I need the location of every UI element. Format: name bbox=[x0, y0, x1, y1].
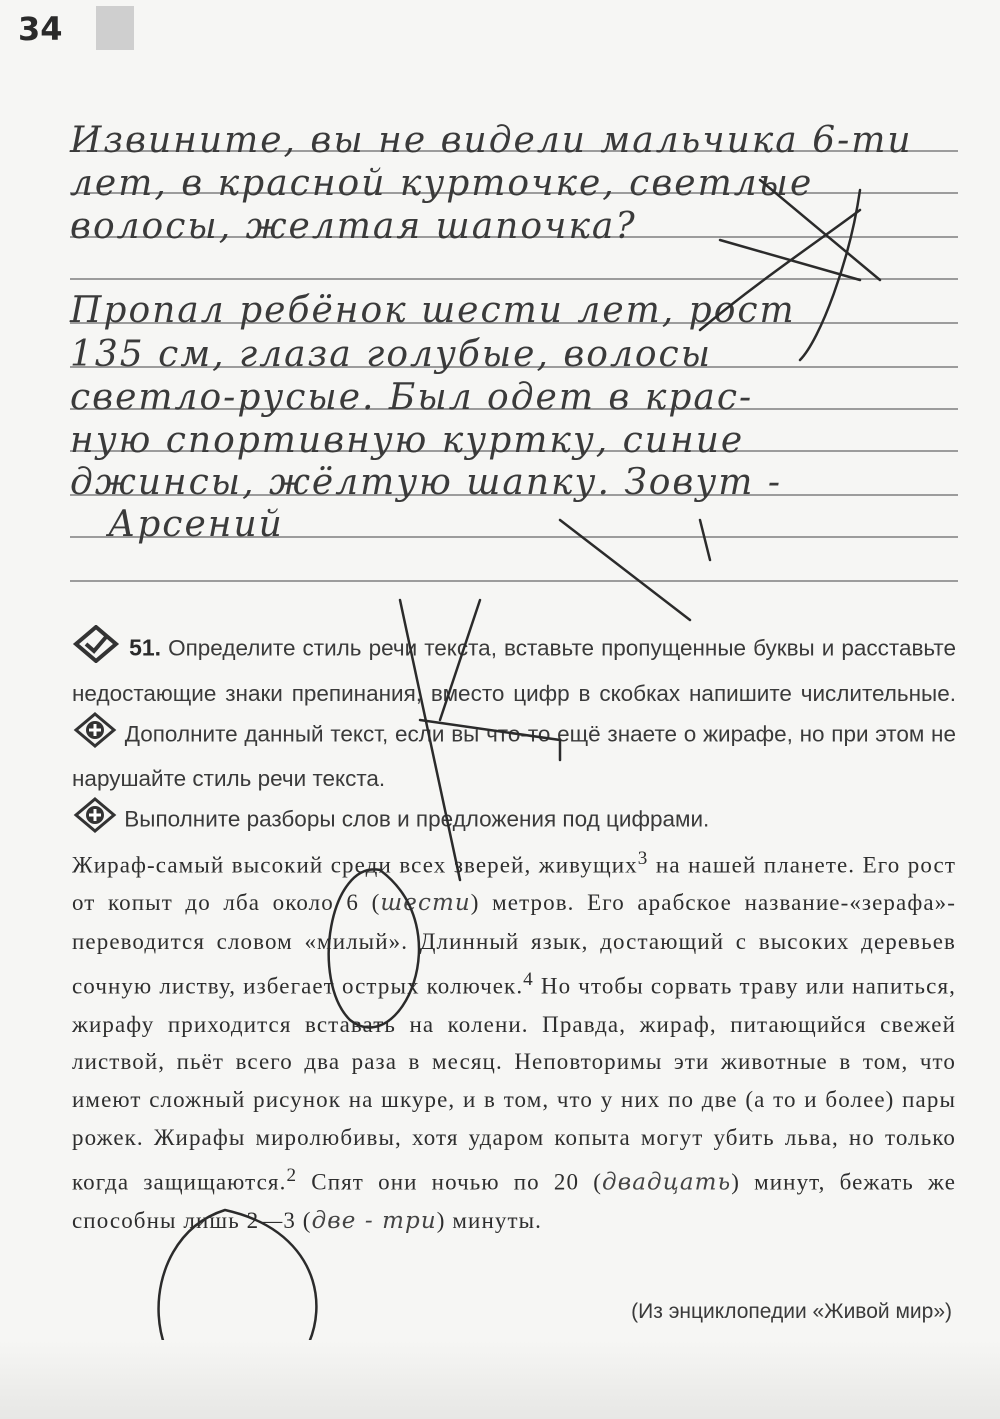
text-part: ) метров. Его арабское название-«зерафа»-переводится словом «милый». Длинный язык, достающий с высоких деревьев сочную листву, избегает острых колючек. bbox=[72, 890, 956, 999]
task-instruction-3: Выполните разборы слов и предложения под цифрами. bbox=[124, 806, 710, 832]
plus-diamond-icon bbox=[72, 712, 118, 760]
text-part: Но чтобы сорвать траву или напиться, жирафу приходится вставать на колени. Правда, жираф, питающийся свежей листвой, пьёт всего два раза в месяц. Неповторимы эти животные в том, что имеют сложный рисунок на шкуре, и в том, что у них по две (а то и более) пары рожек. Жирафы миролюбивы, хотя ударом копыта могут убить льва, но только когда защищаются. bbox=[72, 973, 956, 1195]
task-instruction-2: Дополните данный текст, если вы что-то ещё знаете о жирафе, но при этом не нарушайте стиль речи текста. bbox=[72, 721, 956, 791]
handwriting-line: волосы, желтая шапочка? bbox=[70, 206, 637, 247]
task-number: 51. bbox=[129, 634, 162, 661]
text-part: ) минут, бежать же способны лишь 2—3 ( bbox=[72, 1169, 956, 1234]
handwriting-line: джинсы, жёлтую шапку. Зовут - bbox=[70, 462, 783, 503]
parse-mark: 2 bbox=[286, 1164, 298, 1186]
handwritten-numeral: двадцать bbox=[602, 1169, 732, 1196]
text-part: на нашей планете. Его рост от копыт до лба около 6 ( bbox=[72, 852, 956, 916]
handwriting-line: Извините, вы не видели мальчика 6-ти bbox=[70, 120, 913, 161]
handwriting-line: Пропал ребёнок шести лет, рост bbox=[70, 290, 796, 331]
text-part: Спят они ночью по 20 ( bbox=[297, 1169, 603, 1195]
handwriting-line: лет, в красной курточке, светлые bbox=[70, 163, 814, 204]
handwriting-line: светло-русые. Был одет в крас- bbox=[70, 377, 754, 418]
check-diamond-icon bbox=[72, 625, 122, 675]
task-instructions bbox=[72, 625, 956, 845]
text-part: ) минуты. bbox=[436, 1208, 543, 1234]
page-number: 34 bbox=[18, 10, 63, 48]
page-bottom-shadow bbox=[0, 1340, 1000, 1419]
text-part: Жираф-самый высокий среди всех зверей, живущих bbox=[72, 852, 638, 878]
parse-mark: 3 bbox=[637, 848, 649, 869]
handwriting-line: Арсений bbox=[108, 504, 284, 545]
handwriting-line: ную спортивную куртку, синие bbox=[70, 420, 745, 461]
source-citation: (Из энциклопедии «Живой мир») bbox=[631, 1300, 952, 1323]
page-tab-decoration bbox=[96, 6, 134, 50]
exercise-text bbox=[72, 840, 956, 1241]
parse-mark: 4 bbox=[523, 969, 534, 991]
plus-diamond-icon bbox=[72, 797, 118, 845]
handwritten-numeral: шести bbox=[380, 890, 471, 917]
handwritten-numeral: две - три bbox=[311, 1208, 437, 1235]
handwriting-line: 135 см, глаза голубые, волосы bbox=[70, 334, 713, 375]
task-instruction-1: Определите стиль речи текста, вставьте пропущенные буквы и расставьте недостающие знаки препинания, вместо цифр в скобках напишите числительные. bbox=[72, 635, 956, 706]
